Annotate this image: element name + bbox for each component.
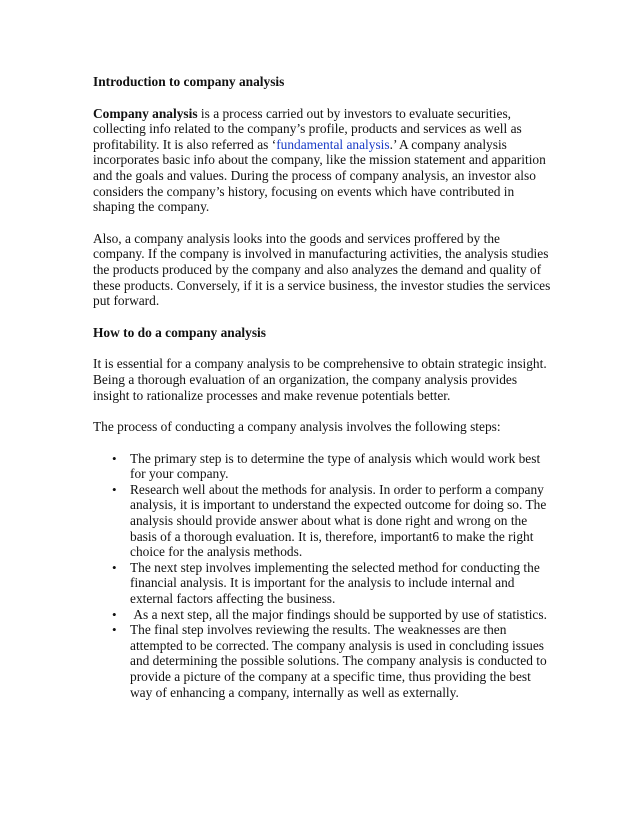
step-text: The final step involves reviewing the results. The weaknesses are then attempted to be corrected. The company analysis is used in concluding issues and determining the possible solutions. The company analysis is conducted to provide a picture of the company at a specific time, thus providing the best way of enhancing a company, internally as well as externally. <box>130 622 547 700</box>
paragraph-steps-intro: The process of conducting a company analysis involves the following steps: <box>93 419 501 435</box>
list-item <box>93 607 553 623</box>
bullet-icon: • <box>112 559 117 575</box>
paragraph-goods-services: Also, a company analysis looks into the goods and services proffered by the company. If the company is involved in manufacturing activities, the analysis studies the products produced by the company and also analyzes the demand and quality of these products. Conversely, if it is a service business, the investor studies the services put forward. <box>93 230 551 309</box>
document-body <box>93 74 553 700</box>
bullet-icon: • <box>112 622 117 638</box>
paragraph-text-b: .’ A company analysis incorporates basic info about the company, like the mission statement and apparition and the goals and values. During the process of company analysis, an investor also considers the company’s history, focusing on events which have contributed in shaping the company. <box>93 136 546 215</box>
step-text: As a next step, all the major findings should be supported by use of statistics. <box>130 606 547 622</box>
list-item <box>93 560 553 607</box>
list-item <box>93 451 553 482</box>
list-item <box>93 622 553 700</box>
bullet-icon: • <box>112 481 117 497</box>
bullet-icon: • <box>112 450 117 466</box>
step-text: The next step involves implementing the selected method for conducting the financial analysis. It is important for the analysis to include internal and external factors affecting the business. <box>130 559 540 607</box>
fundamental-analysis-link[interactable]: fundamental analysis <box>276 136 390 152</box>
bullet-icon: • <box>112 606 117 622</box>
paragraph-essential: It is essential for a company analysis to be comprehensive to obtain strategic insight. Being a thorough evaluation of an organization, the company analysis provides insight to rationalize processes and make revenue potentials better. <box>93 356 547 403</box>
paragraph-company-analysis-definition <box>93 106 553 215</box>
steps-list <box>93 451 553 701</box>
heading-how-to: How to do a company analysis <box>93 324 266 340</box>
paragraph-text-a: is a process carried out by investors to evaluate securities, collecting info related to the company’s profile, products and services as well as profitability. It is also referred as ‘ <box>93 105 522 152</box>
step-text: The primary step is to determine the type of analysis which would work best for your company. <box>130 450 541 482</box>
list-item <box>93 482 553 560</box>
heading-introduction: Introduction to company analysis <box>93 74 285 89</box>
term-company-analysis: Company analysis <box>93 105 198 121</box>
step-text: Research well about the methods for analysis. In order to perform a company analysis, it is important to understand the expected outcome for doing so. The analysis should provide answer about what is done right and wrong on the basis of a thorough evaluation. It is, therefore, important6 to make the right choice for the analysis methods. <box>130 481 547 560</box>
